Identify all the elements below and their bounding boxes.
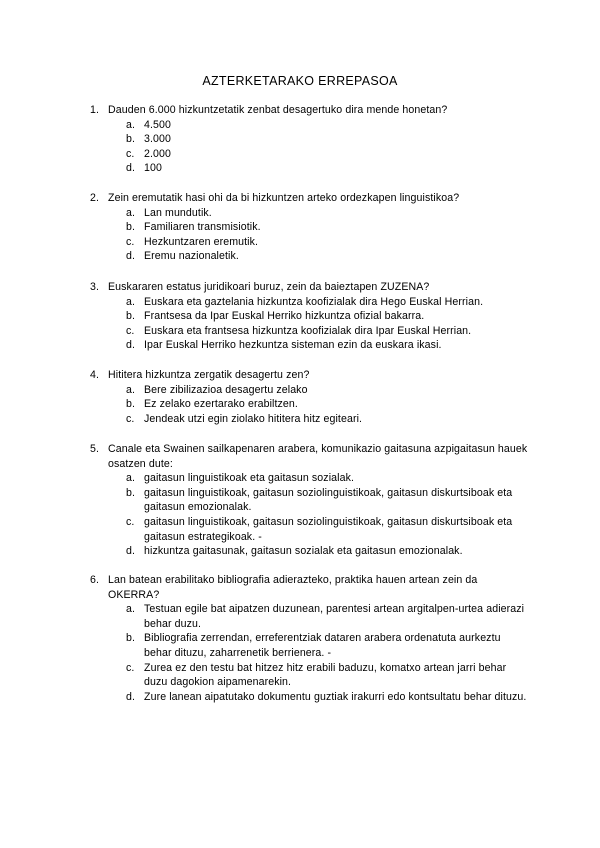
question-text: Euskararen estatus juridikoari buruz, zein da baieztapen ZUZENA? bbox=[108, 281, 430, 293]
option-text: Ipar Euskal Herriko hezkuntza sisteman ezin da euskara ikasi. bbox=[144, 339, 442, 352]
option-text: gaitasun linguistikoak eta gaitasun sozialak. bbox=[144, 472, 355, 485]
option-letter: a. bbox=[126, 603, 136, 616]
option-item bbox=[126, 631, 530, 660]
option-item bbox=[126, 324, 530, 339]
option-letter: b. bbox=[126, 398, 136, 411]
question-text: Dauden 6.000 hizkuntzetatik zenbat desagertuko dira mende honetan? bbox=[108, 104, 448, 116]
option-letter: a. bbox=[126, 118, 136, 131]
option-text: gaitasun linguistikoak, gaitasun soziolinguistikoak, gaitasun diskurtsiboak eta gaitasun estrategikoak. - bbox=[144, 515, 513, 543]
question-3 bbox=[90, 280, 530, 353]
question-number: 2. bbox=[90, 192, 100, 204]
option-letter: d. bbox=[126, 250, 136, 263]
option-letter: d. bbox=[126, 545, 136, 558]
option-item bbox=[126, 383, 530, 398]
option-text: Hezkuntzaren eremutik. bbox=[144, 235, 259, 248]
option-letter: c. bbox=[126, 147, 135, 160]
question-number: 6. bbox=[90, 574, 100, 586]
option-letter: b. bbox=[126, 221, 136, 234]
option-letter: d. bbox=[126, 162, 136, 175]
option-text: gaitasun linguistikoak, gaitasun soziolinguistikoak, gaitasun diskurtsiboak eta gaitasun emozionalak. bbox=[144, 486, 513, 514]
option-letter: d. bbox=[126, 690, 136, 703]
option-text: Bibliografia zerrendan, erreferentziak dataren arabera ordenatuta aurkeztu behar dituzu, zaharrenetik berrienera. - bbox=[144, 632, 501, 659]
option-item bbox=[126, 661, 530, 690]
question-number: 1. bbox=[90, 104, 100, 116]
option-text: hizkuntza gaitasunak, gaitasun sozialak eta gaitasun emozionalak. bbox=[144, 545, 463, 558]
option-text: Euskara eta frantsesa hizkuntza koofizialak dira Ipar Euskal Herrian. bbox=[144, 324, 472, 337]
option-text: Frantsesa da Ipar Euskal Herriko hizkuntza ofizial bakarra. bbox=[144, 310, 425, 323]
option-letter: b. bbox=[126, 310, 136, 323]
page-title: AZTERKETARAKO ERREPASOA bbox=[202, 74, 398, 88]
option-letter: b. bbox=[126, 133, 136, 146]
option-item bbox=[126, 690, 530, 705]
option-item bbox=[126, 206, 530, 221]
question-text: Lan batean erabilitako bibliografia adierazteko, praktika hauen artean zein da OKERRA? bbox=[108, 574, 478, 601]
option-item bbox=[126, 412, 530, 427]
question-text: Zein eremutatik hasi ohi da bi hizkuntzen arteko ordezkapen linguistikoa? bbox=[108, 192, 460, 204]
option-text: Jendeak utzi egin ziolako hititera hitz egiteari. bbox=[144, 412, 363, 425]
option-text: Eremu nazionaletik. bbox=[144, 250, 239, 263]
option-text: Zurea ez den testu bat hitzez hitz erabili baduzu, komatxo artean jarri behar duzu dagokion aipamenarekin. bbox=[144, 661, 507, 689]
option-text: Euskara eta gaztelania hizkuntza koofizialak dira Hego Euskal Herrian. bbox=[144, 295, 484, 308]
question-text: Hititera hizkuntza zergatik desagertu zen? bbox=[108, 369, 310, 381]
option-text: 100 bbox=[144, 162, 162, 175]
option-letter: c. bbox=[126, 661, 135, 674]
question-text: Canale eta Swainen sailkapenaren arabera, komunikazio gaitasuna azpigaitasun hauek osatzen dute: bbox=[108, 443, 528, 470]
option-text: Bere zibilizazioa desagertu zelako bbox=[144, 383, 308, 396]
question-number: 3. bbox=[90, 281, 100, 293]
option-text: Ez zelako ezertarako erabiltzen. bbox=[144, 398, 298, 411]
option-text: Testuan egile bat aipatzen duzunean, parentesi artean argitalpen-urtea adierazi behar duzu. bbox=[144, 603, 525, 630]
option-letter: c. bbox=[126, 515, 135, 528]
option-text: Familiaren transmisiotik. bbox=[144, 221, 261, 234]
question-1 bbox=[90, 103, 530, 176]
option-letter: b. bbox=[126, 632, 136, 645]
option-letter: a. bbox=[126, 295, 136, 308]
option-item bbox=[126, 147, 530, 162]
option-item bbox=[126, 220, 530, 235]
option-item bbox=[126, 544, 530, 559]
option-letter: c. bbox=[126, 412, 135, 425]
option-item bbox=[126, 295, 530, 310]
option-letter: a. bbox=[126, 472, 136, 485]
option-item bbox=[126, 161, 530, 176]
option-letter: c. bbox=[126, 235, 135, 248]
question-4 bbox=[90, 368, 530, 426]
option-text: 3.000 bbox=[144, 133, 172, 146]
option-item bbox=[126, 249, 530, 264]
option-letter: a. bbox=[126, 206, 136, 219]
question-5 bbox=[90, 442, 530, 559]
option-text: Zure lanean aipatutako dokumentu guztiak irakurri edo kontsultatu behar dituzu. bbox=[144, 690, 527, 703]
question-6 bbox=[90, 573, 530, 704]
option-item bbox=[126, 118, 530, 133]
option-item bbox=[126, 132, 530, 147]
option-letter: c. bbox=[126, 324, 135, 337]
option-text: Lan mundutik. bbox=[144, 206, 212, 219]
option-item bbox=[126, 338, 530, 353]
option-text: 2.000 bbox=[144, 147, 172, 160]
option-item bbox=[126, 309, 530, 324]
option-text: 4.500 bbox=[144, 118, 172, 131]
option-item bbox=[126, 486, 530, 515]
option-item bbox=[126, 471, 530, 486]
option-letter: a. bbox=[126, 383, 136, 396]
question-number: 5. bbox=[90, 443, 100, 455]
question-number: 4. bbox=[90, 369, 100, 381]
option-letter: d. bbox=[126, 339, 136, 352]
option-item bbox=[126, 602, 530, 631]
option-item bbox=[126, 515, 530, 544]
question-2 bbox=[90, 191, 530, 264]
option-item bbox=[126, 397, 530, 412]
option-letter: b. bbox=[126, 486, 136, 499]
option-item bbox=[126, 235, 530, 250]
